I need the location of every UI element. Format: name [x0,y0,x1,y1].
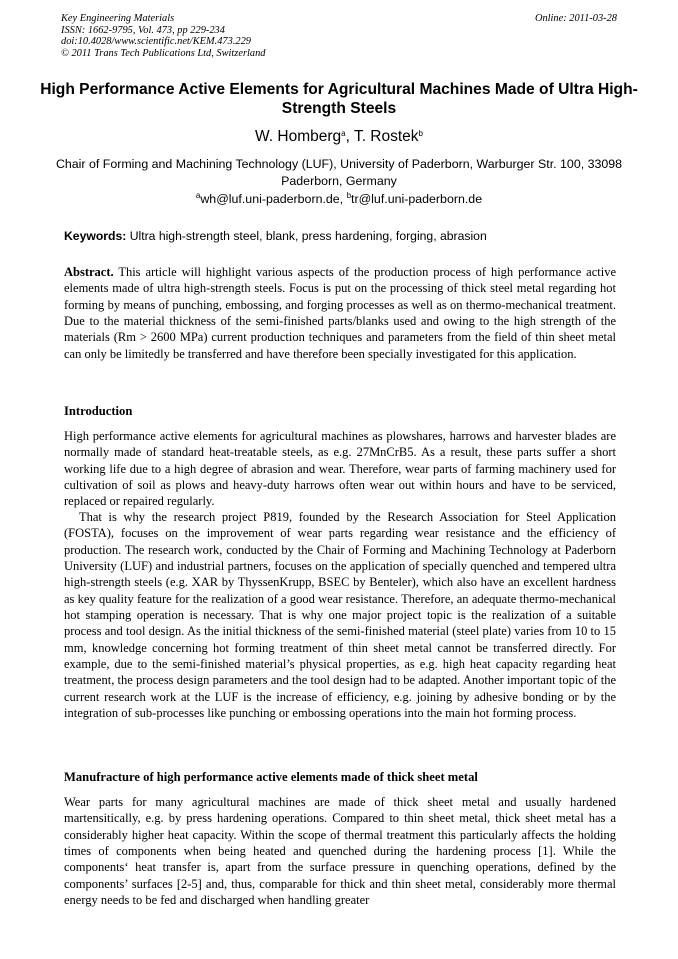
abstract-text: This article will highlight various aspects of the production process of high performance active elements made of ultra high-strength steels. Focus is put on the processing of thick steel metal regarding hot forming by means of punching, embossing, and forging processes as well as on thermo-mechanical treatment. Due to the material thickness of the semi-finished parts/blanks used and owing to the high strength of the materials (Rm > 2600 MPa) current production techniques and parameters from the field of thin sheet metal can only be limitedly be transferred and have therefore been specially investigated for this application. [64,265,616,361]
keywords-label: Keywords: [64,229,127,243]
online-date: Online: 2011-03-28 [534,13,617,24]
author-separator: , [345,128,354,145]
keywords [64,229,616,243]
journal-header [61,13,617,59]
introduction-paragraph-2: That is why the research project P819, founded by the Research Association for Steel Application (FOSTA), focuses on the improvement of wear parts regarding wear resistance and the efficiency of production. The research work, conducted by the Chair of Forming and Machining Technology at Paderborn University (LUF) and industrial partners, focuses on the application of specially quenched and tempered ultra high-strength steels (e.g. XAR by ThyssenKrupp, BSEC by Benteler), which also have an excellent hardness as key quality feature for the realization of a good wear resistance. Therefore, an adequate thermo-mechanical hot stamping operation is necessary. That is why one major project topic is the realization of a suitable process and tool design. As the initial thickness of the semi-finished material (steel plate) varies from 10 to 15 mm, knowledge concerning hot forming treatment of thin sheet metal cannot be transferred directly. For example, due to the semi-finished material’s physical properties, as e.g. high heat capacity regarding heat treatment, the process design parameters and the tool design had to be adapted. Another important topic of the current research work at the LUF is the increase of efficiency, e.g. joining by adhesive bonding or by the integration of sub-processes like punching or embossing operations into the main hot forming process. [64,510,616,721]
journal-issn: ISSN: 1662-9795, Vol. 473, pp 229-234 [61,24,225,36]
journal-copyright: © 2011 Trans Tech Publications Ltd, Switzerland [61,47,266,59]
keywords-text: Ultra high-strength steel, blank, press hardening, forging, abrasion [126,229,487,243]
email-a: wh@luf.uni-paderborn.de, [200,192,347,206]
email-b: tr@luf.uni-paderborn.de [351,192,483,206]
introduction-paragraph-1: High performance active elements for agricultural machines as plowshares, harrows and harvester blades are normally made of standard heat-treatable steels, as e.g. 27MnCrB5. As a result, these parts suffer a short working life due to a high degree of abrasion and wear. Therefore, wear parts of farming machinery used for cultivation of soil as plows and heavy-duty harrows often wear out within hours and have to be serviced, replaced or repaired regularly. [64,429,616,509]
author-list [40,128,638,146]
paper-title: High Performance Active Elements for Agricultural Machines Made of Ultra High-Strength Steels [40,81,638,117]
author-1: W. Homberg [255,128,342,145]
abstract-label: Abstract. [64,265,114,279]
journal-doi: doi:10.4028/www.scientific.net/KEM.473.229 [61,36,251,48]
author-2-affiliation-mark: b [418,129,423,138]
section-2-paragraph-1: Wear parts for many agricultural machines are made of thick sheet metal and usually hardened martensitically, e.g. by press hardening operations. Compared to thin sheet metal, thick sheet metal has a considerably higher heat capacity. Within the scope of thermal treatment this particularly affects the holding times of components when being heated and quenched during the hardening process [1]. While the components‘ heat transfer is, apart from the surface pressure in quenching operations, defined by the components’ surfaces [2-5] and, thus, comparable for thick and thin sheet metal, considerably more thermal energy needs to be fed and discharged when handling greater [64,795,616,908]
section-2-heading: Manufracture of high performance active elements made of thick sheet metal [64,770,478,784]
email-b-mark: b [346,191,352,200]
author-1-affiliation-mark: a [341,129,346,138]
abstract [64,264,616,362]
author-emails [40,192,638,206]
journal-name: Key Engineering Materials [61,13,175,24]
email-a-mark: a [195,191,201,200]
introduction-heading: Introduction [64,404,133,418]
author-2: T. Rostek [353,128,419,145]
affiliation: Chair of Forming and Machining Technology (LUF), University of Paderborn, Warburger Str. 100, 33098 Paderborn, Germany [55,157,623,188]
